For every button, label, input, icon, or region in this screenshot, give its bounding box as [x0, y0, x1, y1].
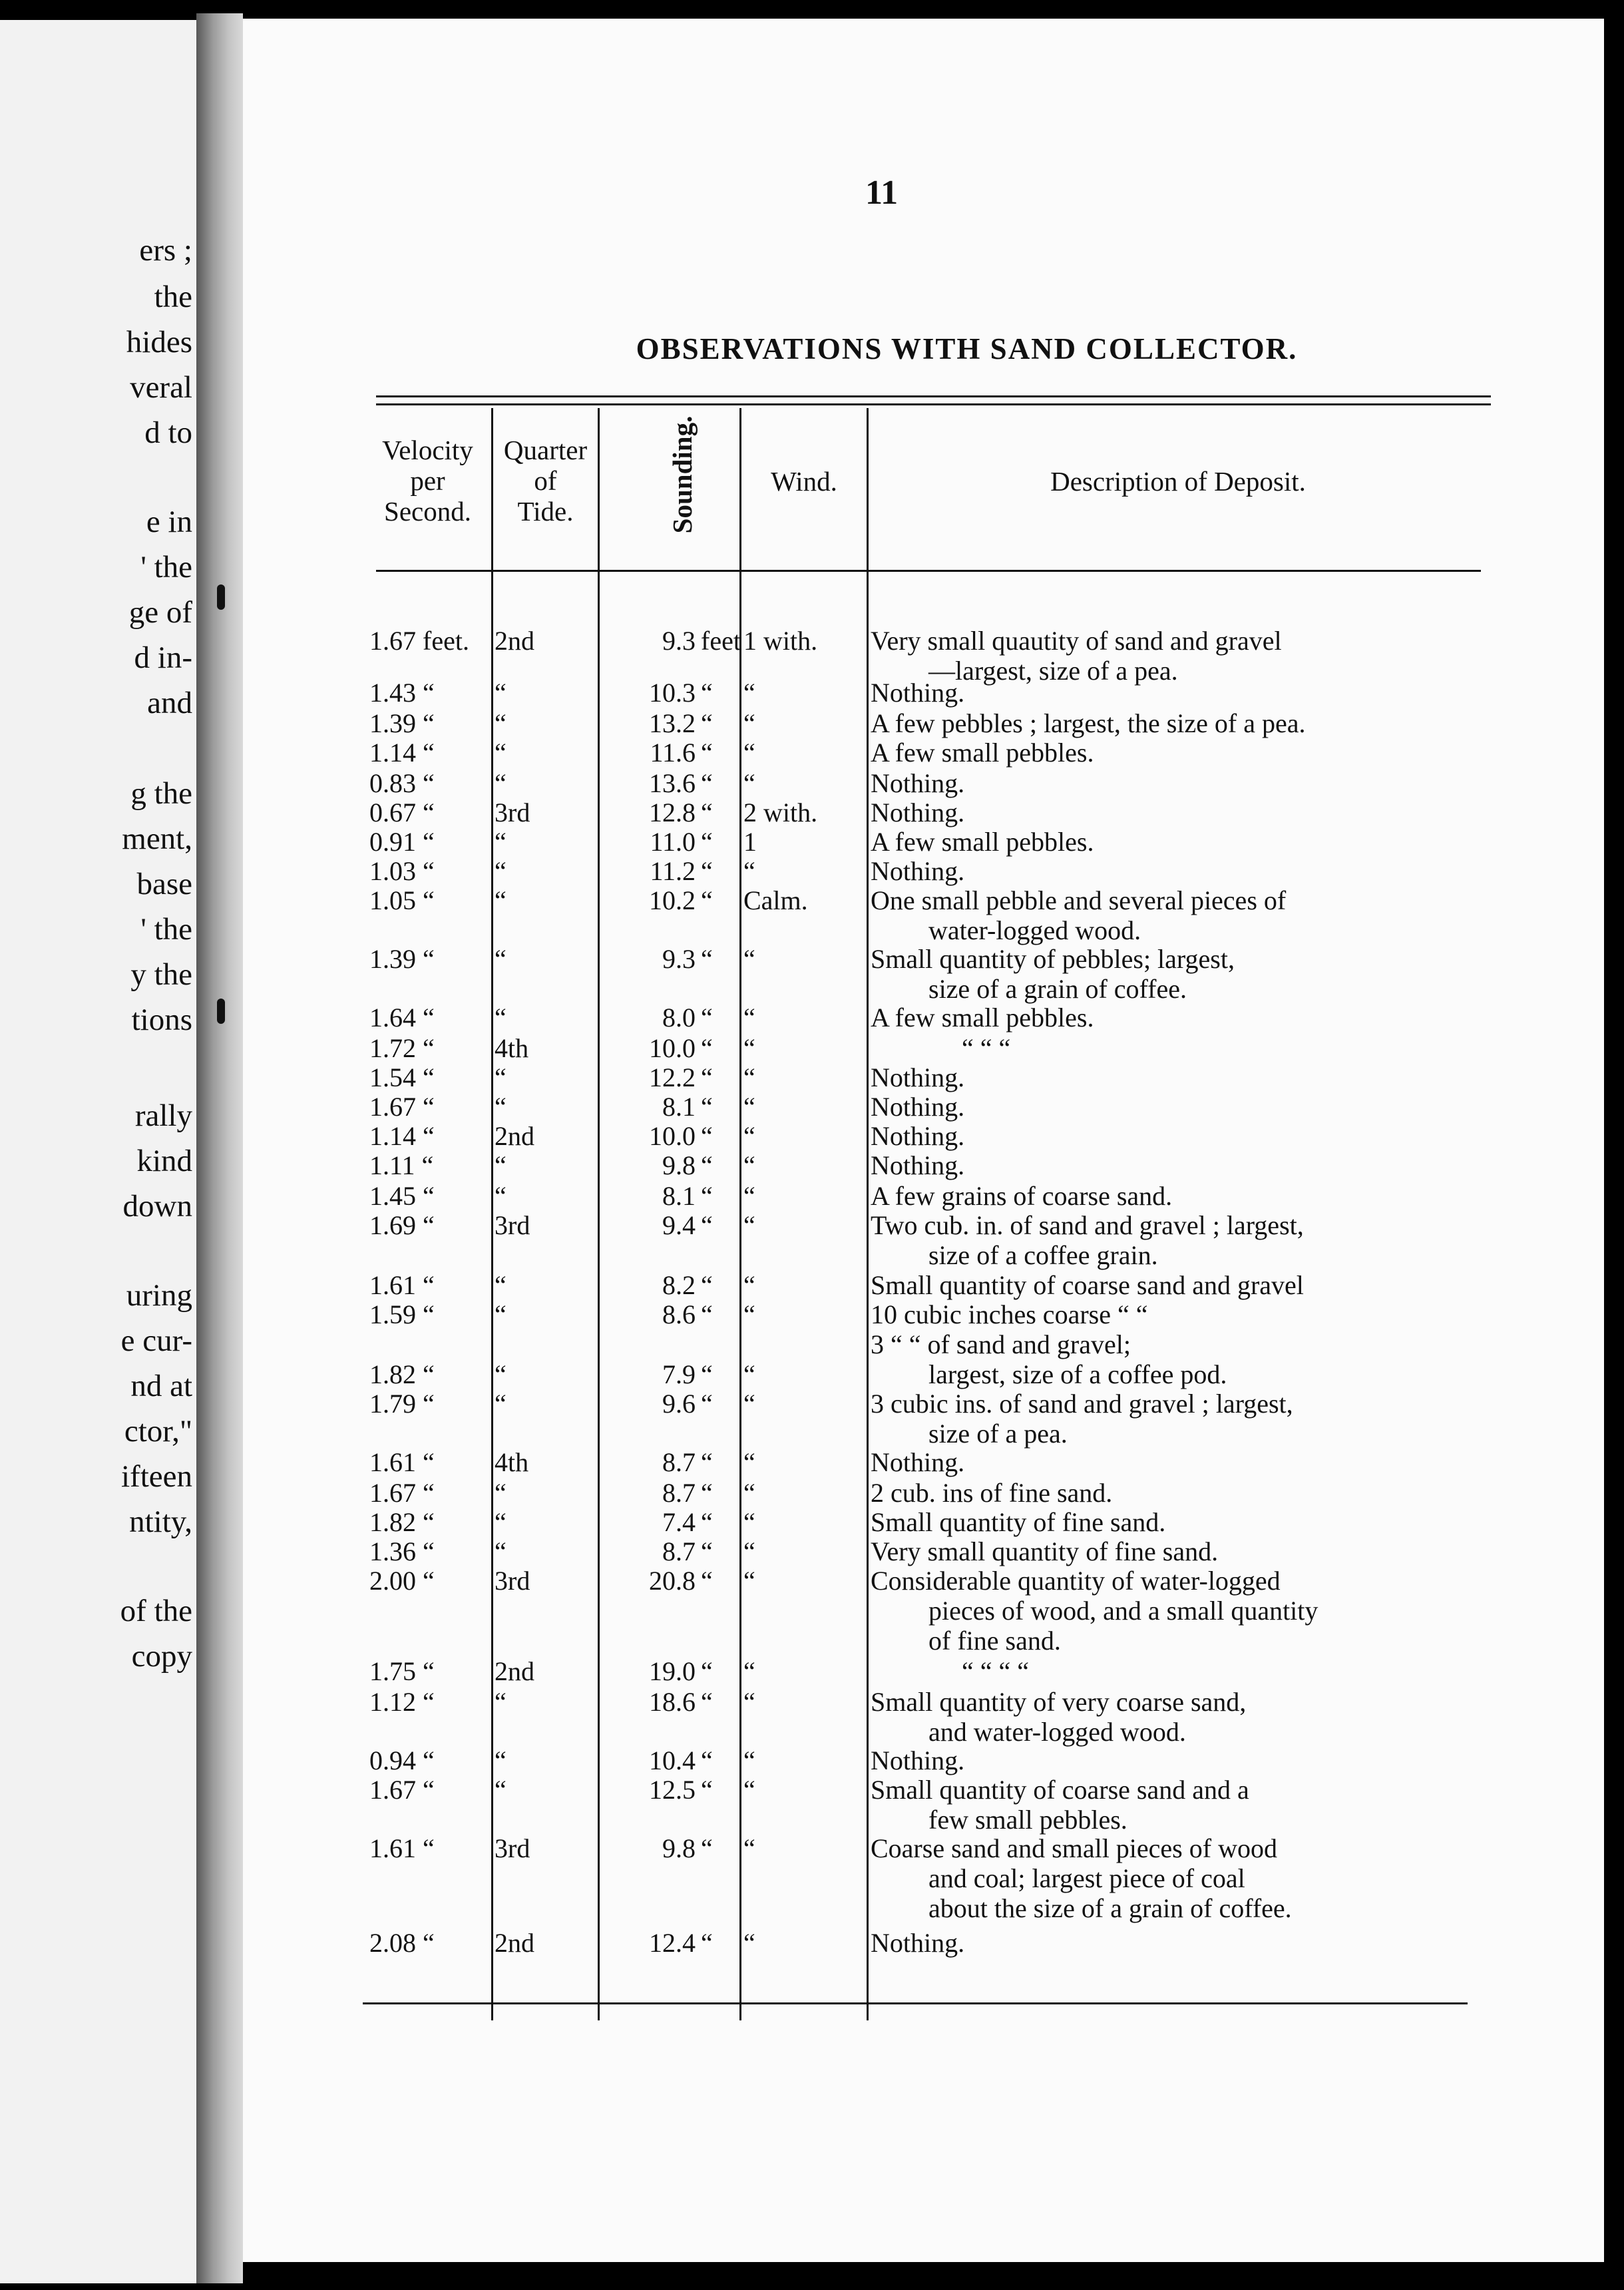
- table-row: [243, 1003, 1604, 1032]
- table-row: [243, 1210, 1604, 1270]
- cell-wind: “: [743, 1150, 755, 1180]
- header-quarter: [493, 435, 598, 527]
- table-row: [243, 1389, 1604, 1449]
- cell-sounding: 11.0: [650, 827, 696, 857]
- left-page-text-fragment: copy: [131, 1639, 192, 1674]
- cell-description: A few grains of coarse sand.: [871, 1181, 1173, 1211]
- table-row: [243, 1181, 1604, 1211]
- cell-sounding-unit: “: [701, 678, 713, 708]
- cell-sounding: 10.2: [649, 885, 696, 915]
- left-page-text-fragment: of the: [120, 1594, 192, 1628]
- cell-wind: “: [743, 1775, 755, 1805]
- left-page-text-fragment: veral: [130, 370, 192, 405]
- cell-description: Nothing.: [871, 1121, 965, 1151]
- cell-description: Small quantity of coarse sand and a: [871, 1775, 1249, 1805]
- cell-wind: “: [743, 1092, 755, 1122]
- cell-wind: “: [743, 1359, 755, 1389]
- cell-sounding: 12.8: [649, 798, 696, 827]
- cell-wind: “: [743, 1389, 755, 1419]
- cell-wind: “: [743, 708, 755, 738]
- cell-sounding: 11.2: [650, 856, 696, 886]
- table-row: [243, 1928, 1604, 1958]
- left-page-text-fragment: uring: [126, 1278, 192, 1313]
- table-row: [243, 827, 1604, 857]
- left-page-text-fragment: base: [136, 867, 192, 901]
- cell-sounding: 8.2: [662, 1270, 696, 1300]
- cell-sounding-unit: “: [701, 1210, 713, 1240]
- bottom-rule: [363, 2002, 1468, 2004]
- cell-sounding: 9.6: [662, 1389, 696, 1419]
- cell-quarter: “: [495, 885, 507, 915]
- header-quarter-line: Tide.: [517, 496, 574, 527]
- table-row: [243, 626, 1604, 686]
- cell-wind: “: [743, 1507, 755, 1537]
- cell-sounding-unit: “: [701, 1566, 713, 1596]
- table-row: [243, 1745, 1604, 1775]
- cell-velocity: 1.43 “: [369, 678, 435, 708]
- cell-sounding: 10.3: [649, 678, 696, 708]
- cell-wind: “: [743, 1270, 755, 1300]
- left-page-text-fragment: ntity,: [129, 1504, 192, 1539]
- cell-description: size of a grain of coffee.: [928, 974, 1187, 1004]
- table-row: [243, 1566, 1604, 1656]
- table-row: [243, 885, 1604, 945]
- cell-wind: 2 with.: [743, 798, 818, 827]
- cell-quarter: 2nd: [495, 1656, 534, 1686]
- cell-description: Nothing.: [871, 768, 965, 798]
- left-page-text-fragment: nd at: [130, 1369, 192, 1403]
- cell-quarter: “: [495, 708, 507, 738]
- left-page-text-fragment: ment,: [122, 821, 192, 856]
- cell-sounding-unit: “: [701, 768, 713, 798]
- cell-wind: “: [743, 1656, 755, 1686]
- cell-quarter: “: [495, 944, 507, 974]
- cell-sounding-unit: feet: [701, 626, 741, 656]
- cell-sounding: 8.7: [662, 1536, 696, 1566]
- cell-velocity: 2.08 “: [369, 1928, 435, 1958]
- cell-sounding: 10.0: [649, 1033, 696, 1063]
- table-row: [243, 856, 1604, 886]
- table-row: [243, 1478, 1604, 1508]
- header-quarter-line: Quarter: [503, 435, 588, 465]
- cell-quarter: 3rd: [495, 1833, 530, 1863]
- cell-quarter: 2nd: [495, 626, 534, 656]
- header-quarter-line: of: [534, 465, 557, 496]
- cell-velocity: 1.72 “: [369, 1033, 435, 1063]
- header-wind: Wind.: [771, 466, 837, 497]
- cell-quarter: 3rd: [495, 1210, 530, 1240]
- table-title: OBSERVATIONS WITH SAND COLLECTOR.: [636, 332, 1298, 365]
- cell-sounding: 12.4: [649, 1928, 696, 1958]
- table-row: [243, 1507, 1604, 1537]
- cell-quarter: “: [495, 1062, 507, 1092]
- cell-sounding: 9.3: [662, 944, 696, 974]
- cell-description: Small quantity of very coarse sand,: [871, 1687, 1247, 1717]
- cell-description: Nothing.: [871, 678, 965, 708]
- cell-description: and coal; largest piece of coal: [928, 1863, 1245, 1893]
- cell-sounding-unit: “: [701, 827, 713, 857]
- cell-sounding-unit: “: [701, 708, 713, 738]
- cell-quarter: “: [495, 1092, 507, 1122]
- left-page-text-fragment: the: [154, 280, 192, 314]
- cell-velocity: 1.69 “: [369, 1210, 435, 1240]
- cell-sounding-unit: “: [701, 1656, 713, 1686]
- cell-sounding-unit: “: [701, 1033, 713, 1063]
- left-page-edge: [0, 20, 196, 2283]
- cell-sounding-unit: “: [701, 856, 713, 886]
- cell-sounding: 8.7: [662, 1478, 696, 1508]
- cell-quarter: 4th: [495, 1447, 529, 1477]
- cell-velocity: 1.79 “: [369, 1389, 435, 1419]
- cell-velocity: 1.61 “: [369, 1447, 435, 1477]
- header-velocity-line: Velocity: [382, 435, 473, 465]
- cell-description: size of a pea.: [928, 1419, 1068, 1449]
- cell-sounding-unit: “: [701, 1687, 713, 1717]
- cell-velocity: 0.67 “: [369, 798, 435, 827]
- cell-velocity: 1.82 “: [369, 1507, 435, 1537]
- cell-wind: “: [743, 1033, 755, 1063]
- left-page-text-fragment: ' the: [140, 912, 192, 947]
- cell-description: A few small pebbles.: [871, 738, 1094, 768]
- cell-description: 10 cubic inches coarse “ “: [871, 1299, 1148, 1329]
- cell-quarter: “: [495, 1775, 507, 1805]
- cell-sounding-unit: “: [701, 1389, 713, 1419]
- cell-velocity: 1.59 “: [369, 1299, 435, 1329]
- cell-velocity: 1.39 “: [369, 708, 435, 738]
- left-page-text-fragment: down: [122, 1189, 192, 1224]
- cell-sounding-unit: “: [701, 944, 713, 974]
- table-row: [243, 1687, 1604, 1747]
- cell-velocity: 1.45 “: [369, 1181, 435, 1211]
- table-row: [243, 1062, 1604, 1092]
- left-page-text-fragment: rally: [134, 1098, 192, 1133]
- table-row: [243, 944, 1604, 1004]
- cell-quarter: “: [495, 1745, 507, 1775]
- cell-description: Very small quantity of fine sand.: [871, 1536, 1219, 1566]
- cell-wind: “: [743, 1833, 755, 1863]
- cell-wind: “: [743, 768, 755, 798]
- cell-quarter: 2nd: [495, 1121, 534, 1151]
- table-row: [243, 1092, 1604, 1122]
- header-description: Description of Deposit.: [1050, 466, 1306, 497]
- cell-sounding-unit: “: [701, 885, 713, 915]
- cell-description: and water-logged wood.: [928, 1717, 1186, 1747]
- cell-wind: 1 with.: [743, 626, 818, 656]
- left-page-text-fragment: ge of: [128, 595, 192, 630]
- cell-sounding: 12.2: [649, 1062, 696, 1092]
- cell-sounding-unit: “: [701, 1062, 713, 1092]
- cell-velocity: 0.83 “: [369, 768, 435, 798]
- cell-sounding-unit: “: [701, 1478, 713, 1508]
- table-row: [243, 1833, 1604, 1923]
- cell-description: One small pebble and several pieces of: [871, 885, 1287, 915]
- cell-description: largest, size of a coffee pod.: [928, 1359, 1227, 1389]
- cell-quarter: 3rd: [495, 798, 530, 827]
- cell-wind: “: [743, 1536, 755, 1566]
- cell-sounding: 9.8: [662, 1833, 696, 1863]
- cell-velocity: 1.61 “: [369, 1833, 435, 1863]
- left-page-text-fragment: e cur-: [120, 1323, 192, 1358]
- cell-wind: 1: [743, 827, 757, 857]
- left-page-text-fragment: kind: [136, 1144, 192, 1178]
- cell-velocity: 1.54 “: [369, 1062, 435, 1092]
- left-page-text-fragment: g the: [130, 776, 192, 811]
- cell-velocity: 1.11 “: [369, 1150, 434, 1180]
- cell-sounding: 8.7: [662, 1447, 696, 1477]
- table-row: [243, 1033, 1604, 1063]
- cell-sounding: 19.0: [649, 1656, 696, 1686]
- cell-wind: “: [743, 944, 755, 974]
- cell-wind: “: [743, 1299, 755, 1329]
- cell-velocity: 2.00 “: [369, 1566, 435, 1596]
- cell-description: 3 “ “ of sand and gravel;: [871, 1329, 1131, 1359]
- cell-wind: “: [743, 738, 755, 768]
- cell-quarter: “: [495, 1478, 507, 1508]
- cell-quarter: “: [495, 827, 507, 857]
- cell-sounding: 8.0: [662, 1003, 696, 1032]
- cell-quarter: “: [495, 1507, 507, 1537]
- cell-description: Nothing.: [871, 1745, 965, 1775]
- table-row: [243, 1447, 1604, 1477]
- cell-wind: “: [743, 1745, 755, 1775]
- left-page-text-fragment: y the: [130, 957, 192, 992]
- cell-sounding-unit: “: [701, 1447, 713, 1477]
- cell-wind: “: [743, 1121, 755, 1151]
- cell-velocity: 1.12 “: [369, 1687, 435, 1717]
- table-row: [243, 738, 1604, 768]
- cell-description: Nothing.: [871, 1150, 965, 1180]
- cell-velocity: 0.94 “: [369, 1745, 435, 1775]
- cell-description: 3 cubic ins. of sand and gravel ; largest,: [871, 1389, 1293, 1419]
- cell-sounding: 9.8: [662, 1150, 696, 1180]
- left-page-text-fragment: d to: [144, 415, 192, 450]
- cell-description: 2 cub. ins of fine sand.: [871, 1478, 1113, 1508]
- cell-velocity: 1.82 “: [369, 1359, 435, 1389]
- cell-sounding-unit: “: [701, 1775, 713, 1805]
- cell-description: Two cub. in. of sand and gravel ; largest,: [871, 1210, 1304, 1240]
- cell-sounding-unit: “: [701, 1003, 713, 1032]
- cell-wind: “: [743, 1181, 755, 1211]
- cell-wind: “: [743, 1566, 755, 1596]
- left-page-text-fragment: ers ;: [139, 233, 192, 268]
- binding-hole: [217, 584, 225, 610]
- cell-sounding: 8.1: [662, 1092, 696, 1122]
- cell-quarter: “: [495, 1359, 507, 1389]
- cell-quarter: 3rd: [495, 1566, 530, 1596]
- cell-wind: “: [743, 678, 755, 708]
- cell-velocity: 1.75 “: [369, 1656, 435, 1686]
- cell-sounding-unit: “: [701, 1121, 713, 1151]
- cell-velocity: 1.61 “: [369, 1270, 435, 1300]
- table-row: [243, 798, 1604, 827]
- cell-quarter: “: [495, 1003, 507, 1032]
- cell-description: of fine sand.: [928, 1626, 1061, 1656]
- cell-velocity: 1.64 “: [369, 1003, 435, 1032]
- cell-description: Very small quautity of sand and gravel: [871, 626, 1282, 656]
- header-velocity-line: per: [410, 465, 445, 496]
- cell-sounding: 9.3: [662, 626, 696, 656]
- left-page-text-fragment: d in-: [134, 640, 192, 675]
- cell-sounding-unit: “: [701, 1092, 713, 1122]
- cell-description: “ “ “ “: [962, 1656, 1030, 1686]
- table-row: [243, 678, 1604, 708]
- cell-sounding-unit: “: [701, 1833, 713, 1863]
- cell-sounding-unit: “: [701, 1181, 713, 1211]
- cell-sounding: 11.6: [650, 738, 696, 768]
- table-row: [243, 1775, 1604, 1835]
- cell-velocity: 0.91 “: [369, 827, 435, 857]
- cell-sounding-unit: “: [701, 1536, 713, 1566]
- cell-quarter: “: [495, 738, 507, 768]
- cell-sounding: 13.2: [649, 708, 696, 738]
- left-page-text-fragment: and: [147, 686, 192, 720]
- cell-description: Nothing.: [871, 1928, 965, 1958]
- cell-quarter: “: [495, 1299, 507, 1329]
- cell-velocity: 1.14 “: [369, 1121, 435, 1151]
- table-row: [243, 1299, 1604, 1359]
- cell-velocity: 1.67 “: [369, 1092, 435, 1122]
- cell-velocity: 1.03 “: [369, 856, 435, 886]
- table-row: [243, 768, 1604, 798]
- cell-description: A few pebbles ; largest, the size of a pea.: [871, 708, 1306, 738]
- cell-sounding-unit: “: [701, 1359, 713, 1389]
- cell-description: Small quantity of fine sand.: [871, 1507, 1166, 1537]
- left-page-text-fragment: e in: [146, 505, 192, 539]
- cell-wind: “: [743, 1928, 755, 1958]
- table-row: [243, 1270, 1604, 1300]
- header-sounding: Sounding.: [667, 415, 698, 534]
- book-gutter: [196, 13, 243, 2283]
- top-rule: [376, 395, 1491, 397]
- cell-sounding-unit: “: [701, 1150, 713, 1180]
- table-row: [243, 1121, 1604, 1151]
- cell-velocity: 1.05 “: [369, 885, 435, 915]
- cell-velocity: 1.39 “: [369, 944, 435, 974]
- cell-sounding: 8.6: [662, 1299, 696, 1329]
- cell-wind: “: [743, 1447, 755, 1477]
- cell-description: Nothing.: [871, 1062, 965, 1092]
- cell-quarter: “: [495, 1270, 507, 1300]
- cell-description: Nothing.: [871, 1092, 965, 1122]
- cell-description: A few small pebbles.: [871, 1003, 1094, 1032]
- cell-sounding: 10.4: [649, 1745, 696, 1775]
- table-row: [243, 1150, 1604, 1180]
- cell-quarter: “: [495, 1150, 507, 1180]
- page-number: 11: [865, 174, 899, 212]
- cell-quarter: “: [495, 1181, 507, 1211]
- cell-sounding: 9.4: [662, 1210, 696, 1240]
- header-rule: [376, 570, 1481, 572]
- header-velocity-line: Second.: [384, 496, 471, 527]
- left-page-text-fragment: ifteen: [121, 1459, 192, 1494]
- cell-velocity: 1.14 “: [369, 738, 435, 768]
- cell-sounding-unit: “: [701, 1928, 713, 1958]
- cell-wind: “: [743, 856, 755, 886]
- cell-sounding: 7.4: [662, 1507, 696, 1537]
- table-row: [243, 708, 1604, 738]
- cell-description: water-logged wood.: [928, 915, 1141, 945]
- cell-description: size of a coffee grain.: [928, 1240, 1158, 1270]
- cell-quarter: “: [495, 1687, 507, 1717]
- cell-quarter: 4th: [495, 1033, 529, 1063]
- cell-sounding: 13.6: [649, 768, 696, 798]
- cell-velocity: 1.36 “: [369, 1536, 435, 1566]
- cell-sounding: 20.8: [649, 1566, 696, 1596]
- cell-quarter: “: [495, 856, 507, 886]
- cell-sounding: 18.6: [649, 1687, 696, 1717]
- cell-description: Considerable quantity of water-logged: [871, 1566, 1281, 1596]
- cell-description: —largest, size of a pea.: [928, 656, 1178, 686]
- cell-description: pieces of wood, and a small quantity: [928, 1596, 1319, 1626]
- cell-wind: “: [743, 1062, 755, 1092]
- cell-quarter: 2nd: [495, 1928, 534, 1958]
- cell-description: about the size of a grain of coffee.: [928, 1893, 1292, 1923]
- cell-wind: “: [743, 1478, 755, 1508]
- cell-sounding: 10.0: [649, 1121, 696, 1151]
- cell-wind: “: [743, 1003, 755, 1032]
- cell-sounding-unit: “: [701, 738, 713, 768]
- cell-quarter: “: [495, 768, 507, 798]
- cell-description: Coarse sand and small pieces of wood: [871, 1833, 1277, 1863]
- table-row: [243, 1536, 1604, 1566]
- cell-quarter: “: [495, 1536, 507, 1566]
- cell-velocity: 1.67 “: [369, 1775, 435, 1805]
- book-page: [243, 19, 1604, 2262]
- table-row: [243, 1656, 1604, 1686]
- cell-description: Nothing.: [871, 856, 965, 886]
- top-rule-double: [376, 403, 1491, 405]
- cell-description: few small pebbles.: [928, 1805, 1127, 1835]
- left-page-text-fragment: tions: [131, 1003, 192, 1037]
- cell-sounding-unit: “: [701, 1507, 713, 1537]
- cell-sounding-unit: “: [701, 1745, 713, 1775]
- cell-sounding: 7.9: [662, 1359, 696, 1389]
- table-row: [243, 1359, 1604, 1389]
- header-velocity: [363, 435, 493, 527]
- cell-velocity: 1.67 feet.: [369, 626, 469, 656]
- binding-hole: [217, 999, 225, 1024]
- cell-quarter: “: [495, 678, 507, 708]
- cell-sounding: 8.1: [662, 1181, 696, 1211]
- cell-wind: Calm.: [743, 885, 808, 915]
- cell-sounding-unit: “: [701, 1299, 713, 1329]
- cell-description: “ “ “: [962, 1033, 1011, 1063]
- cell-description: Nothing.: [871, 798, 965, 827]
- cell-quarter: “: [495, 1389, 507, 1419]
- cell-wind: “: [743, 1687, 755, 1717]
- cell-sounding-unit: “: [701, 1270, 713, 1300]
- cell-description: Small quantity of pebbles; largest,: [871, 944, 1235, 974]
- cell-description: Nothing.: [871, 1447, 965, 1477]
- cell-description: A few small pebbles.: [871, 827, 1094, 857]
- cell-velocity: 1.67 “: [369, 1478, 435, 1508]
- left-page-text-fragment: ctor,": [124, 1414, 192, 1449]
- left-page-text-fragment: hides: [126, 325, 192, 359]
- cell-sounding: 12.5: [649, 1775, 696, 1805]
- cell-description: Small quantity of coarse sand and gravel: [871, 1270, 1304, 1300]
- cell-wind: “: [743, 1210, 755, 1240]
- left-page-text-fragment: ' the: [140, 550, 192, 584]
- cell-sounding-unit: “: [701, 798, 713, 827]
